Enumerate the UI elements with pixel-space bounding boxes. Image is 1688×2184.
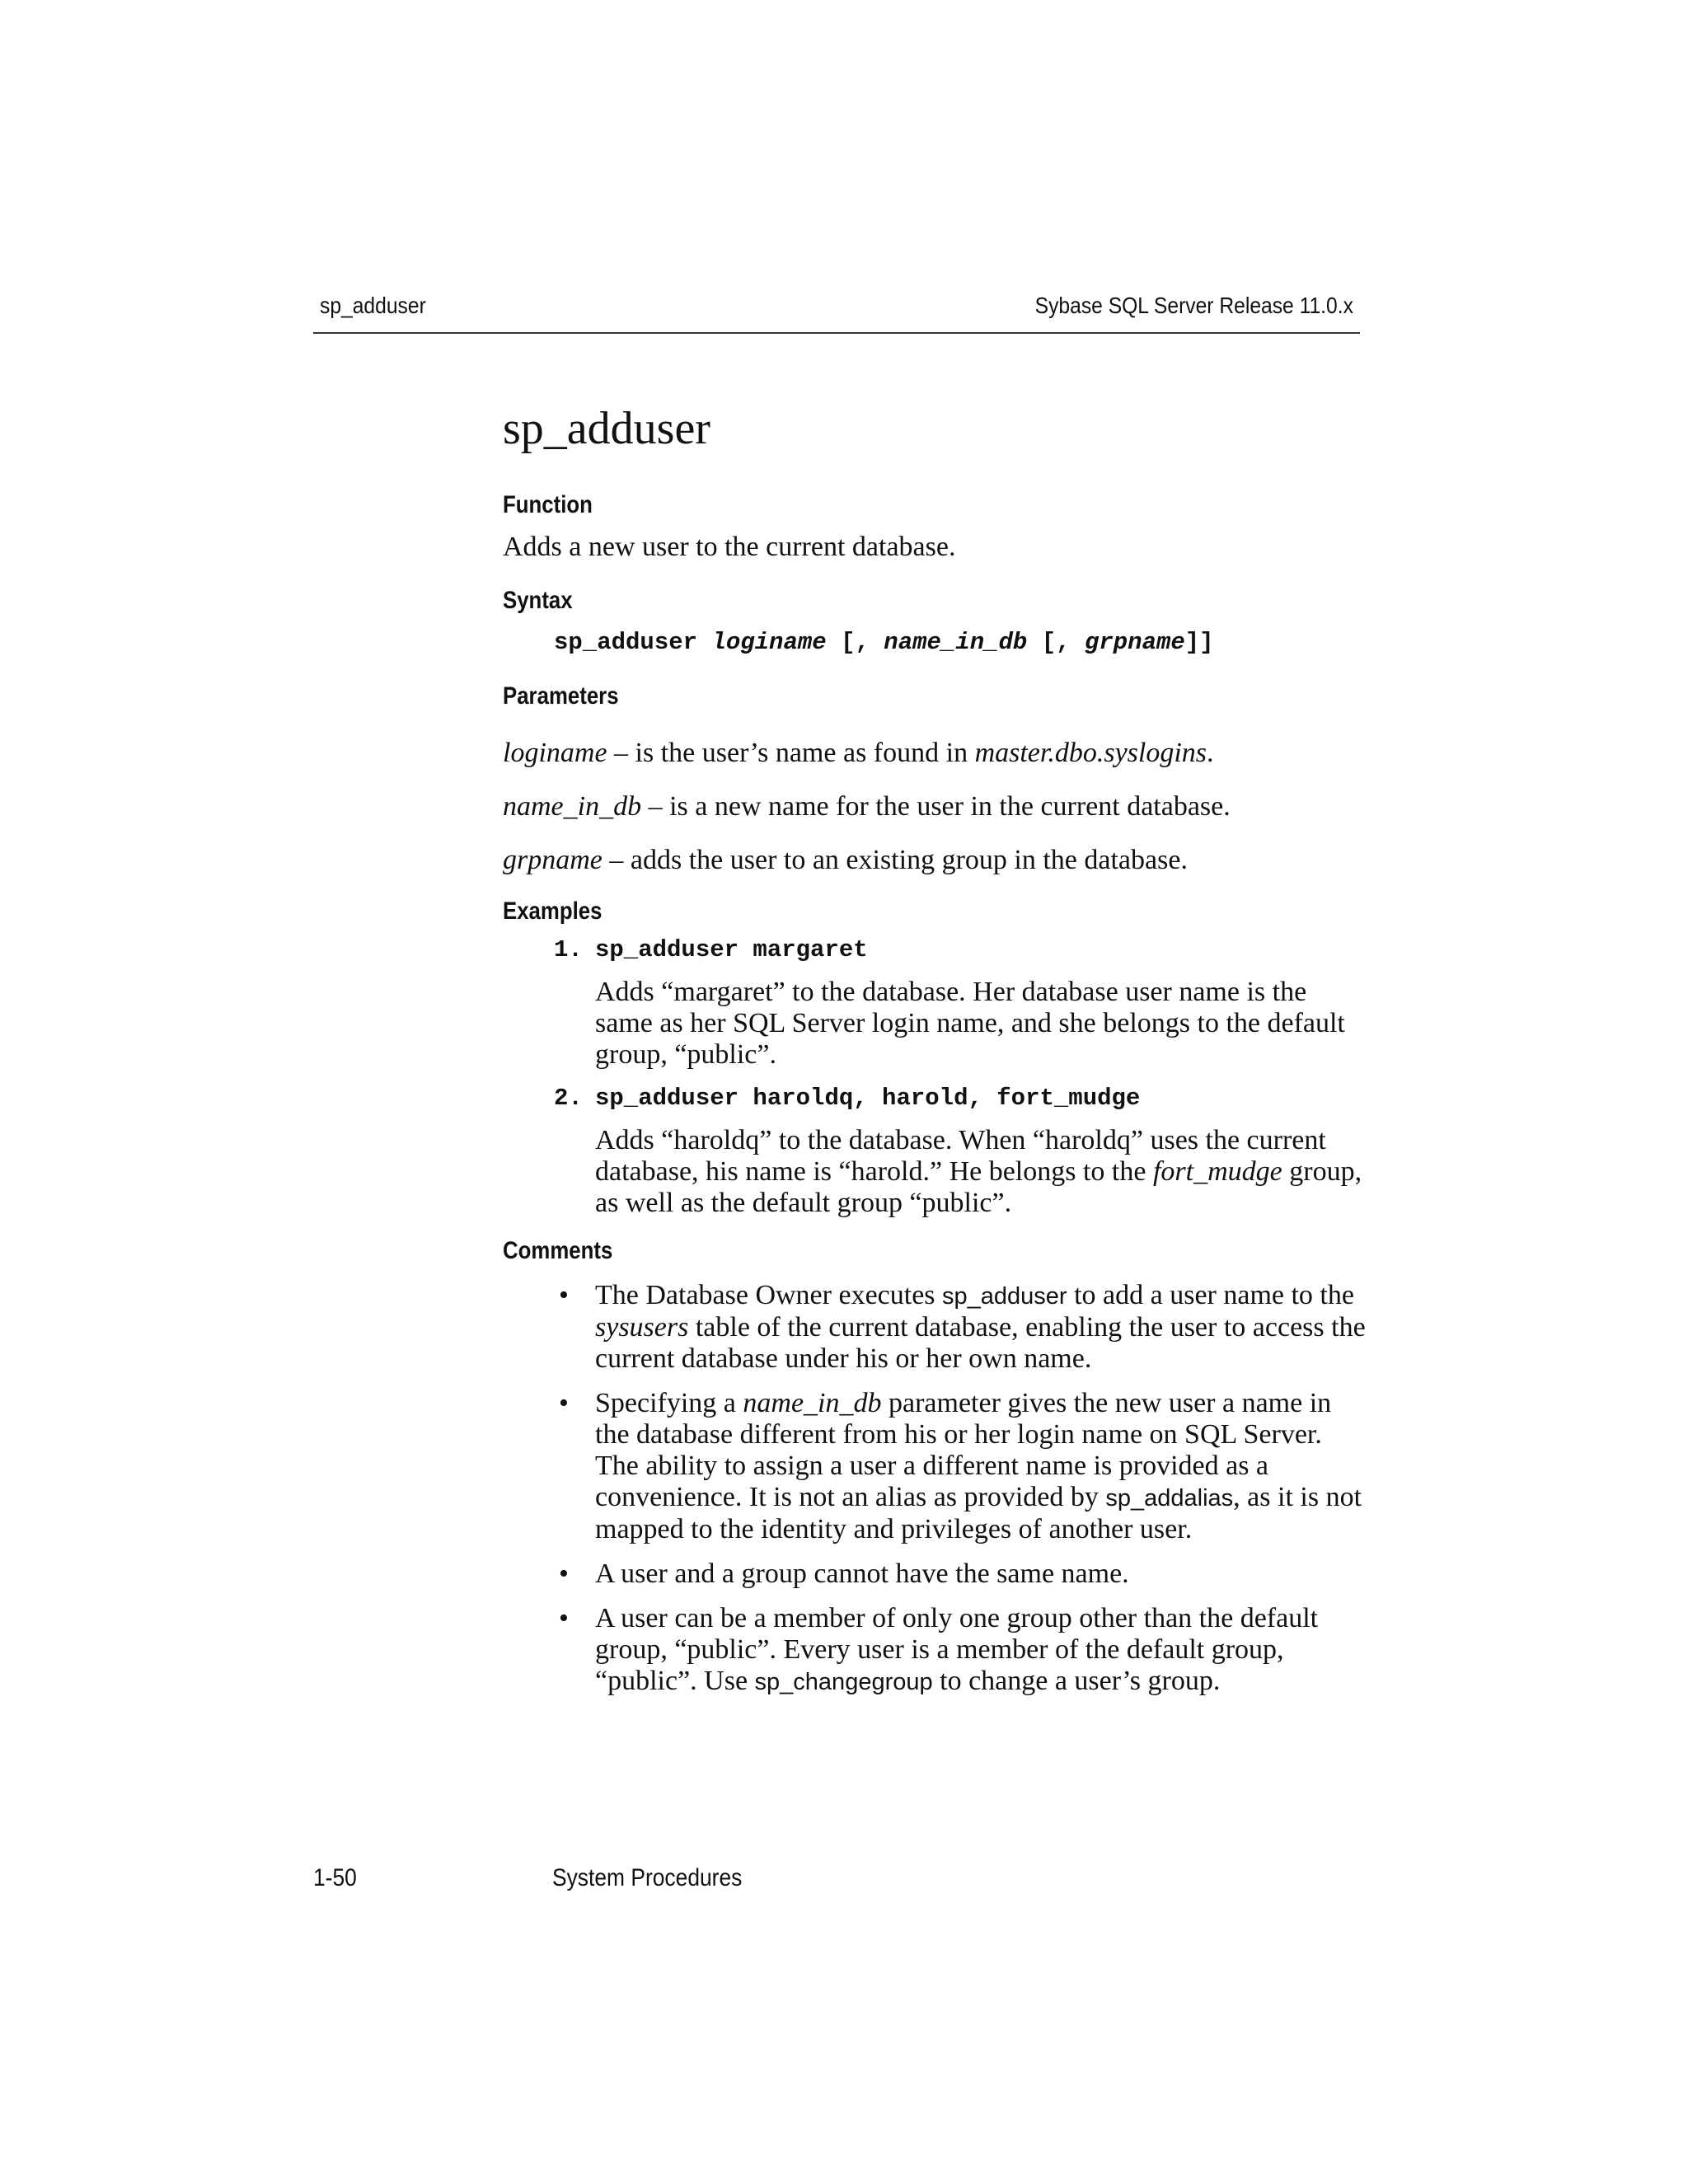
example-item bbox=[554, 1082, 1368, 1219]
syntax-arg-loginame: loginame bbox=[711, 628, 827, 656]
table-name: sysusers bbox=[595, 1311, 689, 1343]
function-text: Adds a new user to the current database. bbox=[503, 531, 956, 562]
example-code: sp_adduser haroldq, harold, fort_mudge bbox=[595, 1084, 1141, 1112]
examples-section bbox=[503, 898, 1368, 1219]
main-content bbox=[503, 404, 1368, 1721]
param-grpname bbox=[503, 844, 1368, 877]
bullet-icon: • bbox=[559, 1602, 569, 1633]
comment-item bbox=[554, 1558, 1368, 1590]
example-number: 2. bbox=[554, 1084, 583, 1112]
page-title: sp_adduser bbox=[503, 403, 710, 454]
example-item bbox=[554, 934, 1368, 1071]
example-desc-a: Adds “haroldq” to the database. When “haroldq” uses the current database, his name is “harold.” He belongs to the bbox=[595, 1124, 1326, 1187]
function-heading: Function bbox=[503, 490, 593, 518]
param-desc: – is a new name for the user in the current database. bbox=[641, 790, 1231, 822]
comment-text: to add a user name to the bbox=[1067, 1279, 1354, 1310]
bullet-icon: • bbox=[559, 1279, 569, 1310]
param-loginame bbox=[503, 737, 1368, 770]
syntax-line bbox=[554, 626, 1368, 659]
param-desc: – adds the user to an existing group in the database. bbox=[602, 844, 1188, 875]
syntax-sep-2: [, bbox=[1027, 628, 1085, 656]
bullet-icon: • bbox=[559, 1558, 569, 1589]
syntax-arg-grpname: grpname bbox=[1084, 628, 1185, 656]
comment-text: A user can be a member of only one group other than the default group, “public”. Every user is a member of the default group, “public”. Use bbox=[595, 1602, 1319, 1696]
param-name-in-db bbox=[503, 790, 1368, 823]
example-number: 1. bbox=[554, 935, 583, 963]
syntax-close: ]] bbox=[1184, 628, 1214, 656]
comment-text: A user and a group cannot have the same name. bbox=[595, 1558, 1129, 1589]
comment-text: parameter gives the new user a name in the database different from his or her login name on SQL Server. The ability to assign a user a different name is provided as a convenience. It is not an alias as provided by bbox=[595, 1387, 1332, 1512]
comment-text: Specifying a bbox=[595, 1387, 743, 1418]
running-header bbox=[313, 293, 1360, 334]
comment-text: The Database Owner executes bbox=[595, 1279, 943, 1310]
comment-text: table of the current database, enabling the user to access the current database under his or her own name. bbox=[595, 1311, 1366, 1374]
param-end: . bbox=[1207, 737, 1214, 768]
param-ref: master.dbo.syslogins bbox=[974, 737, 1207, 768]
param-name: grpname bbox=[503, 844, 603, 875]
example-desc: Adds “margaret” to the database. Her database user name is the same as her SQL Server login name, and she belongs to the default group, “public”. bbox=[595, 976, 1345, 1070]
comments-heading: Comments bbox=[503, 1236, 613, 1264]
param-name: name_in_db bbox=[503, 790, 642, 822]
syntax-section bbox=[503, 587, 1368, 659]
syntax-heading: Syntax bbox=[503, 586, 573, 614]
bullet-icon: • bbox=[559, 1387, 569, 1418]
footer-title: System Procedures bbox=[552, 1864, 743, 1891]
footer-page-number: 1-50 bbox=[313, 1864, 357, 1891]
example-desc bbox=[595, 1125, 1368, 1219]
procedure-name: sp_changegroup bbox=[754, 1668, 933, 1695]
syntax-sep-1: [, bbox=[826, 628, 884, 656]
comment-item bbox=[554, 1603, 1368, 1698]
procedure-name: sp_adduser bbox=[942, 1282, 1067, 1310]
comment-item bbox=[554, 1388, 1368, 1545]
procedure-name: sp_addalias bbox=[1105, 1484, 1234, 1511]
param-name: loginame bbox=[503, 737, 607, 768]
parameters-heading: Parameters bbox=[503, 682, 619, 710]
header-right: Sybase SQL Server Release 11.0.x bbox=[1034, 293, 1353, 318]
example-desc-em: fort_mudge bbox=[1152, 1155, 1282, 1187]
syntax-arg-name-in-db: name_in_db bbox=[884, 628, 1028, 656]
header-left: sp_adduser bbox=[320, 293, 426, 318]
comment-text: to change a user’s group. bbox=[932, 1665, 1221, 1696]
comments-section bbox=[503, 1237, 1368, 1698]
function-section bbox=[503, 491, 1368, 564]
syntax-command: sp_adduser bbox=[554, 628, 698, 656]
param-desc: – is the user’s name as found in bbox=[607, 737, 975, 768]
parameters-section bbox=[503, 682, 1368, 877]
example-code: sp_adduser margaret bbox=[595, 935, 868, 963]
comment-item bbox=[554, 1280, 1368, 1375]
examples-heading: Examples bbox=[503, 897, 603, 925]
comment-text: , as it is not mapped to the identity and privileges of another user. bbox=[595, 1481, 1362, 1544]
parameter-name: name_in_db bbox=[743, 1387, 882, 1418]
example-desc-b: group, as well as the default group “public”. bbox=[595, 1155, 1362, 1218]
